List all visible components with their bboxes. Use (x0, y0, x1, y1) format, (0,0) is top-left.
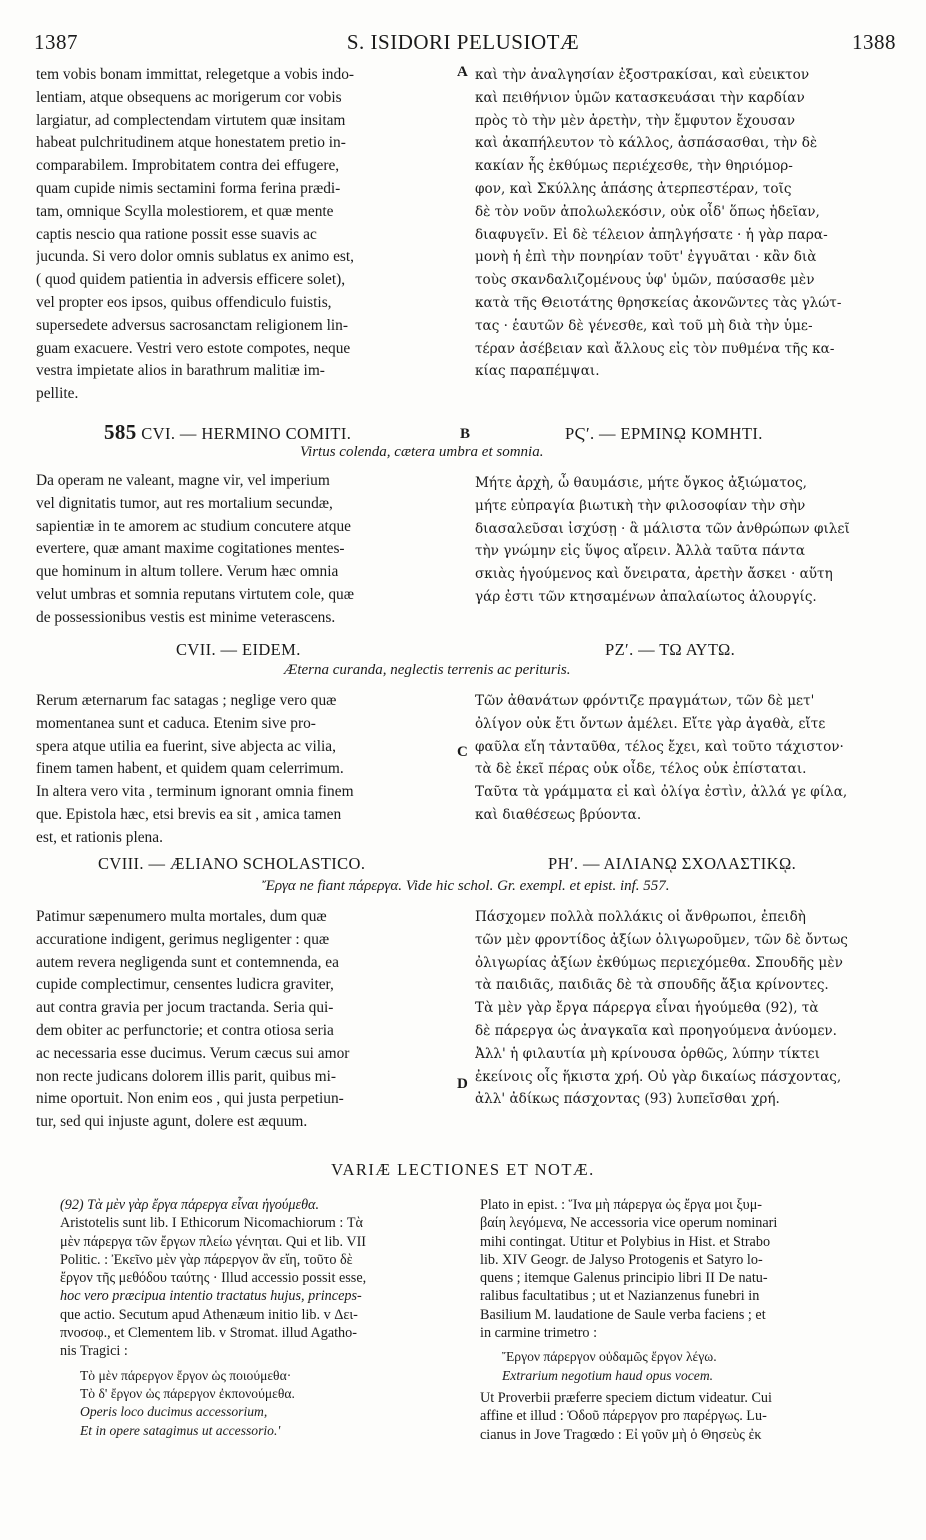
text-line: καὶ ἀκαπήλευτον τὸ κάλλος, ἀσπάσασθαι, τὴν δὲ (475, 135, 818, 152)
text-line: τέραν ἀσέβειαν καὶ ἄλλους εἰς τὸν πυθμένα τῆς κα- (475, 340, 835, 357)
text-line: dem obiter ac perfunctorie; et contra otiosa seria (36, 1021, 334, 1039)
note-line: Extrarium negotium haud opus vocem. (502, 1367, 714, 1383)
text-line: que. Epistola hæc, etsi brevis ea sit , amica tamen (36, 805, 342, 823)
text-line: κατὰ τῆς Θειοτάτης θρησκείας ἀκονῶντες τὰς γλώτ- (475, 294, 842, 311)
note-line: βαίη λεγόμενα, Ne accessoria vice operum nominari (480, 1215, 778, 1232)
text-line: ἀλλ' ἀδίκως πάσχοντας (93) λυπεῖσθαι χρή. (475, 1091, 780, 1108)
note-line: affine et illud : Ὁδοῦ πάρεργον pro παρέργως. Lu- (480, 1408, 767, 1425)
text-line: spera atque utilia ea fuerint, sive abjecta ac vilia, (36, 737, 336, 755)
text-line: καὶ τὴν ἀναλγησίαν ἐξοστρακίσαι, καὶ εὐεικτον (475, 67, 810, 83)
text-line: καὶ πειθήνιον ὑμῶν κατασκευάσαι τὴν καρδίαν (475, 89, 805, 106)
note-line: Τὸ δ' ἔργον ὡς πάρεργον ἐκπονούμεθα. (80, 1385, 295, 1401)
text-line: comparabilem. Improbitatem contra dei effugere, (36, 157, 340, 175)
text-line: τὴν γνώμην εἰς ὕψος αἴρειν. Ἀλλὰ ταῦτα πάντα (475, 543, 806, 560)
text-line: Patimur sæpenumero multa mortales, dum quæ (36, 908, 327, 925)
note-line: Τὸ μὲν πάρεργον ἔργον ὡς ποιούμεθα· (80, 1367, 292, 1383)
text-line: τας · ἑαυτῶν δὲ γένεσθε, καὶ τοῦ μὴ διὰ τὴν ὑμε- (475, 317, 813, 334)
text-line: Ἀλλ' ἡ φιλαυτία μὴ κρίνουσα ὀρθῶς, λύπην τίκτει (475, 1045, 820, 1062)
margin-letter-c: C (457, 744, 468, 760)
text-line: tur, sed qui injuste agunt, dolere est æquum. (36, 1113, 308, 1131)
text-line: momentanea sunt et caduca. Etenim sive pro- (36, 714, 316, 732)
text-line: τῶν μὲν φροντίδος ἀξίων ὀλιγωροῦμεν, τῶν δὲ ὄντως (475, 931, 848, 948)
note-line: Plato in epist. : Ἵνα μὴ πάρεργα ὡς ἔργα μοι ξυμ- (480, 1197, 763, 1213)
text-line: μήτε εὐπραγία βιωτικὴ τὴν φιλοσοφίαν τὴν σὴν (475, 497, 806, 514)
note-line: ἔργον τῆς μεθόδου ταύτης · Illud accessio possit esse, (60, 1270, 367, 1287)
text-line: ac necessaria esse ducimus. Verum cæcus sui amor (36, 1044, 350, 1062)
text-line: τὰ δὲ ἐκεῖ πέρας οὐκ οἶδε, τέλος οὐκ ἐπίσταται. (475, 761, 807, 778)
letter-cviii-subtitle: Ἔργα ne fiant πάρεργα. Vide hic schol. Gr. exempl. et epist. inf. 557. (262, 878, 670, 894)
text-line: velut umbras et somnia reputans virtutem cole, quæ (36, 585, 355, 603)
text-line: que hominum in altum tollere. Verum hæc omnia (36, 563, 339, 581)
text-line: φον, καὶ Σκύλλης ἁπάσης ἀτερπεστέραν, τοῖς (475, 180, 792, 197)
note-line: μὲν πάρεργα τῶν ἔργων πλείω γένηται. Qui et lib. VII (60, 1233, 367, 1250)
text-line: lentiam, atque obsequens ac morigerum cor vobis (36, 88, 342, 106)
page-number-right: 1388 (852, 30, 896, 54)
text-line: tem vobis bonam immittat, relegetque a vobis indo- (36, 66, 355, 83)
text-line: vel dignitatis tumor, aut res mortalium secundæ, (36, 494, 333, 512)
text-line: πρὸς τὸ τὴν μὲν ἀρετὴν, τὴν ἔμφυτον ἔχουσαν (475, 112, 795, 129)
text-line: κίας παραπέμψαι. (475, 363, 600, 380)
text-line: Τὰ μὲν γὰρ ἔργα πάρεργα εἶναι ἡγούμεθα (92), τὰ (475, 1000, 819, 1017)
text-line: δὲ πάρεργα ὡς ἀναγκαῖα καὶ προηγούμενα ἀνύομεν. (475, 1022, 837, 1039)
text-line: aut contra gravia per jocum tractanda. Seria qui- (36, 999, 334, 1017)
note-line: πνοσοφ., et Clementem lib. v Stromat. illud Agatho- (60, 1325, 357, 1342)
letter-cvii-title-latin: CVII. — EIDEM. (176, 640, 301, 659)
note-line: mihi contingat. Utitur et Polybius in Hist. et Strabo (480, 1233, 771, 1250)
margin-letter-d: D (457, 1076, 468, 1092)
note-line: (92) Τὰ μὲν γὰρ ἔργα πάρεργα εἶναι ἡγούμεθα. (60, 1197, 320, 1213)
note-line: ralibus facultatibus ; ut et Nazianzenus funebri in (480, 1288, 760, 1305)
running-title: S. ISIDORI PELUSIOTÆ (346, 30, 580, 54)
note-line: Basilium M. laudatione de Saule verba faciens ; et (480, 1306, 766, 1323)
text-line: ( quod quidem patientia in adversis efficere solet), (36, 271, 346, 289)
letter-cvii-greek (475, 690, 893, 827)
text-line: Rerum æternarum fac satagas ; neglige vero quæ (36, 692, 337, 709)
note-line: Aristotelis sunt lib. I Ethicorum Nicomachiorum : Τὰ (60, 1215, 363, 1232)
text-line: accuratione indigent, gerimus negligenter : quæ (36, 930, 330, 948)
text-line: Ταῦτα τὰ γράμματα εἰ καὶ ὀλίγα ἐστὶν, ἀλλά γε φίλα, (475, 784, 848, 801)
text-line: quam cupide nimis sectamini forma ferina prædi- (36, 179, 341, 197)
text-line: Πάσχομεν πολλὰ πολλάκις οἱ ἄνθρωποι, ἐπειδὴ (475, 909, 806, 925)
text-line: καὶ διαθέσεως βρύοντα. (475, 806, 642, 823)
letter-cvii-latin (36, 690, 454, 850)
letter-cviii-title-greek: ΡΗʹ. — ΑΙΛΙΑΝῼ ΣΧΟΛΑΣΤΙΚῼ. (548, 854, 797, 873)
text-line: tam, omnique Scylla molestiorem, et quæ mente (36, 202, 334, 220)
text-line: guam exacuere. Vestri vero estote compotes, neque (36, 339, 351, 357)
notes-left-column (60, 1196, 472, 1440)
text-line: Τῶν ἀθανάτων φρόντιζε πραγμάτων, τῶν δὲ μετ' (475, 693, 815, 709)
note-line: Ἔργον πάρεργον οὐδαμῶς ἔργον λέγω. (502, 1349, 717, 1365)
page-number-left: 1387 (34, 30, 78, 54)
text-line: nime oportuit. Non enim eos , qui justa perpetiun- (36, 1090, 344, 1108)
text-line: vestra impietate alios in barathrum malitiæ im- (36, 362, 325, 380)
letter-cvi-subtitle: Virtus colenda, cætera umbra et somnia. (300, 444, 544, 460)
text-line: jucunda. Si vero dolor omnis sublatus ex animo est, (36, 248, 355, 266)
top-latin-column (36, 64, 454, 406)
text-line: ὀλιγωρίας ἀξίων ἐκθύμως περιεχόμεθα. Σπουδῆς μὲν (475, 954, 843, 971)
note-line: nis Tragici : (60, 1343, 128, 1360)
text-line: sapientiæ in te amorem ac studium concutere atque (36, 517, 351, 535)
letter-cvi-latin (36, 470, 454, 630)
text-line: non recte judicans dolorem illis parit, quibus mi- (36, 1067, 337, 1085)
text-line: cupide complectimur, censentes ludicra graviter, (36, 976, 334, 994)
note-line: quens ; itemque Galenus principio libri II De natu- (480, 1270, 768, 1287)
margin-letter-b: B (460, 426, 471, 442)
letter-cviii-latin (36, 906, 454, 1134)
text-line: κακίαν ἧς ἐκθύμως περιέχεσθε, τὴν θηριόμορ- (475, 158, 793, 175)
text-line: largiatur, ad complectendam virtutem quæ insitam (36, 111, 346, 129)
text-line: autem revera negligenda sunt et contemnenda, ea (36, 953, 339, 971)
notes-title: VARIÆ LECTIONES ET NOTÆ. (331, 1160, 595, 1179)
text-line: τὰ παιδιᾶς, παιδιᾶς δὲ τὰ σπουδῆς ἄξια κρίνοντες. (475, 977, 829, 994)
text-line: ἐκείνοις οἷς ἥκιστα χρή. Οὐ γὰρ δικαίως πάσχοντας, (475, 1068, 842, 1085)
text-line: Da operam ne valeant, magne vir, vel imperium (36, 472, 330, 489)
note-line: Ut Proverbii præferre speciem dictum videatur. Cui (480, 1389, 772, 1406)
text-line: de possessionibus vestis est minime veterascens. (36, 608, 336, 626)
note-line: Operis loco ducimus accessorium, (80, 1404, 268, 1420)
letter-cviii-greek (475, 906, 893, 1111)
letter-cvii-title-greek: ΡΖʹ. — ΤΩ ΑΥΤΩ. (605, 640, 736, 659)
text-line: finem tamen habent, et quidem quam celerrimum. (36, 760, 344, 778)
letter-cvi-title-greek: ΡϚʹ. — ΕΡΜΙΝῼ ΚΟΜΗΤΙ. (565, 424, 763, 443)
column-marker: 585 (104, 420, 137, 444)
text-line: διαφυγεῖν. Εἰ δὲ τέλειον ἀπηλγήσατε · ἡ γὰρ παρα- (475, 226, 828, 243)
letter-cvi-title-latin: 585 CVI. — HERMINO COMITI. (104, 420, 352, 444)
letter-cviii-title-latin: CVIII. — ÆLIANO SCHOLASTICO. (98, 854, 366, 873)
text-line: μονὴ ἡ ἐπὶ τὴν πονηρίαν τοῦτ' ἐγγυᾶται · κἂν διὰ (475, 249, 817, 266)
text-line: est, et rationis plena. (36, 828, 163, 846)
text-line: διασαλεῦσαι ἰσχύσῃ · ἃ μάλιστα τῶν ἀνθρώπων φιλεῖ (475, 520, 850, 537)
note-line: hoc vero præcipua intentio tractatus hujus, princeps- (60, 1288, 362, 1305)
text-line: In altera vero vita , terminum ignorant omnia finem (36, 783, 354, 801)
text-line: δὲ τὸν νοῦν ἀπολωλεκόσιν, οὐκ οἶδ' ὅπως ἡδεῖαν, (475, 203, 820, 220)
text-line: γάρ ἐστι τῶν κτησαμένων ἀπαλαίωτος ἁλουργίς. (475, 588, 817, 605)
text-line: ὀλίγον οὐκ ἔτι ὄντων ἀμέλει. Εἴτε γὰρ ἀγαθὰ, εἴτε (475, 715, 826, 732)
top-greek-column (475, 64, 893, 383)
text-line: habeat pulchritudinem atque honestatem pretio in- (36, 134, 346, 152)
text-line: captis nescio qua ratione possit esse suavis ac (36, 225, 317, 243)
text-line: supersedete adversus sacrosanctam religionem lin- (36, 316, 348, 334)
text-line: pellite. (36, 385, 79, 403)
text-line: σκιὰς ἡγούμενος καὶ ὄνειρατα, ἀρετὴν ἄσκει · αὕτη (475, 566, 833, 583)
note-line: que actio. Secutum apud Athenæum initio lib. v Δει- (60, 1306, 358, 1323)
letter-cvi-greek (475, 472, 893, 609)
note-line: lib. XIV Geogr. de Jalyso Protogenis et Satyro lo- (480, 1251, 763, 1268)
text-line: evertere, quæ amant maxime cogitationes mentes- (36, 540, 345, 558)
margin-letter-a: A (457, 64, 468, 80)
text-line: Μήτε ἀρχὴ, ὦ θαυμάσιε, μήτε ὄγκος ἀξιώματος, (475, 475, 808, 491)
note-line: Politic. : Ἐκεῖνο μὲν γὰρ πάρεργον ἂν εἴη, τοῦτο δὲ (60, 1251, 353, 1268)
letter-cvii-subtitle: Æterna curanda, neglectis terrenis ac perituris. (284, 662, 571, 678)
note-line: in carmine trimetro : (480, 1325, 598, 1342)
note-line: cianus in Jove Tragœdo : Εἰ γοῦν μὴ ὁ Θησεὺς ἐκ (480, 1426, 762, 1443)
notes-right-column (480, 1196, 892, 1444)
text-line: τοὺς σκανδαλιζομένους ὑφ' ὑμῶν, παύσασθε μὲν (475, 272, 815, 289)
text-line: vel propter eos ipsos, quibus offendiculo fuistis, (36, 293, 332, 311)
note-line: Et in opere satagimus ut accessorio.' (80, 1422, 281, 1438)
text-line: φαῦλα εἴη τἀνταῦθα, τέλος ἔχει, καὶ τοῦτο τάχιστον· (475, 738, 844, 755)
